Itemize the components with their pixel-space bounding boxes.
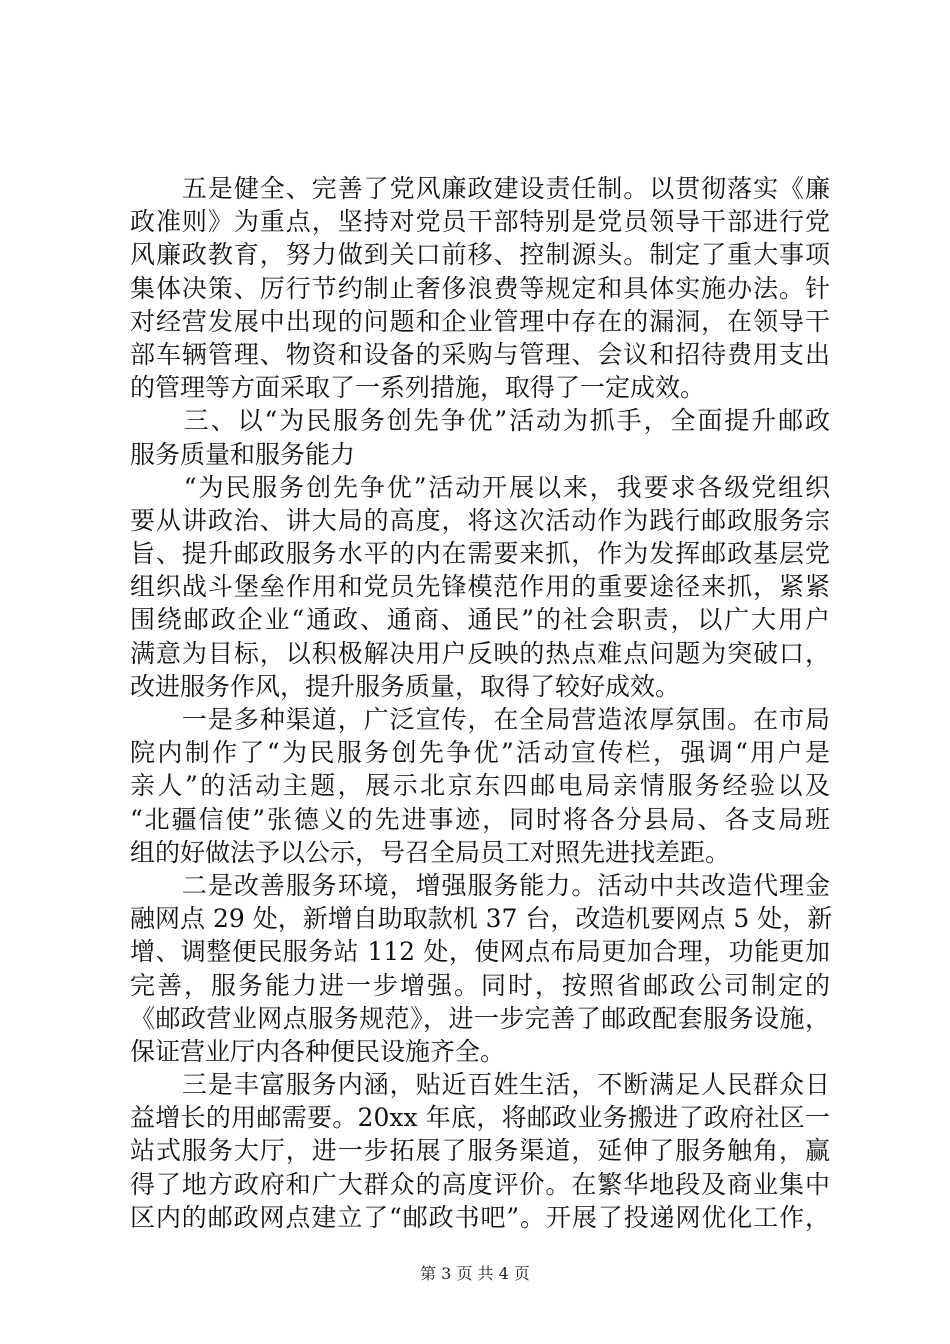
text-line: 的管理等方面采取了一系列措施，取得了一定成效。 bbox=[130, 373, 706, 403]
text-line: 围绕邮政企业“通政、通商、通民”的社会职责，以广大用户 bbox=[130, 605, 830, 635]
text-line: 亲人”的活动主题，展示北京东四邮电局亲情服务经验以及 bbox=[130, 771, 830, 801]
text-line: 得了地方政府和广大群众的高度评价。在繁华地段及商业集中 bbox=[130, 1169, 830, 1199]
text-line: 改进服务作风，提升服务质量，取得了较好成效。 bbox=[130, 671, 681, 701]
section-heading-line: 三、以“为民服务创先争优”活动为抓手，全面提升邮政 bbox=[130, 406, 830, 436]
text-line: 融网点 29 处，新增自助取款机 37 台，改造机要网点 5 处，新 bbox=[130, 904, 833, 934]
text-line: “为民服务创先争优”活动开展以来，我要求各级党组织 bbox=[130, 472, 830, 502]
text-line: 组织战斗堡垒作用和党员先锋模范作用的重要途径来抓，紧紧 bbox=[130, 572, 830, 602]
text-line: 区内的邮政网点建立了“邮政书吧”。开展了投递网优化工作， bbox=[130, 1202, 830, 1232]
text-line: 院内制作了“为民服务创先争优”活动宣传栏，强调“用户是 bbox=[130, 738, 830, 768]
text-line: 保证营业厅内各种便民设施齐全。 bbox=[130, 1036, 506, 1066]
text-line: 部车辆管理、物资和设备的采购与管理、会议和招待费用支出 bbox=[130, 339, 830, 369]
text-line: 三是丰富服务内涵，贴近百姓生活，不断满足人民群众日 bbox=[130, 1070, 830, 1100]
text-line: “北疆信使”张德义的先进事迹，同时将各分县局、各支局班 bbox=[130, 804, 830, 834]
text-line: 完善，服务能力进一步增强。同时，按照省邮政公司制定的 bbox=[130, 970, 830, 1000]
section-heading-line: 服务质量和服务能力 bbox=[130, 439, 356, 469]
text-line: 风廉政教育，努力做到关口前移、控制源头。制定了重大事项 bbox=[130, 240, 830, 270]
text-line: 要从讲政治、讲大局的高度，将这次活动作为践行邮政服务宗 bbox=[130, 505, 830, 535]
text-line: 站式服务大厅，进一步拓展了服务渠道，延伸了服务触角，赢 bbox=[130, 1136, 830, 1166]
text-line: 旨、提升邮政服务水平的内在需要来抓，作为发挥邮政基层党 bbox=[130, 539, 830, 569]
text-line: 增、调整便民服务站 112 处，使网点布局更加合理，功能更加 bbox=[130, 937, 830, 967]
text-line: 满意为目标，以积极解决用户反映的热点难点问题为突破口， bbox=[130, 638, 830, 668]
text-line: 益增长的用邮需要。20xx 年底，将邮政业务搬进了政府社区一 bbox=[130, 1103, 830, 1133]
page-footer: 第 3 页 共 4 页 bbox=[420, 1264, 530, 1283]
text-line: 《邮政营业网点服务规范》，进一步完善了邮政配套服务设施， bbox=[130, 1003, 830, 1033]
text-line: 二是改善服务环境，增强服务能力。活动中共改造代理金 bbox=[130, 870, 830, 900]
text-line: 集体决策、厉行节约制止奢侈浪费等规定和具体实施办法。针 bbox=[130, 273, 830, 303]
text-line: 对经营发展中出现的问题和企业管理中存在的漏洞，在领导干 bbox=[130, 306, 830, 336]
text-line: 五是健全、完善了党风廉政建设责任制。以贯彻落实《廉 bbox=[130, 174, 830, 203]
text-line: 政准则》为重点，坚持对党员干部特别是党员领导干部进行党 bbox=[130, 207, 830, 237]
document-body bbox=[130, 172, 833, 1234]
text-line: 组的好做法予以公示，号召全局员工对照先进找差距。 bbox=[130, 837, 731, 867]
text-line: 一是多种渠道，广泛宣传，在全局营造浓厚氛围。在市局 bbox=[130, 705, 830, 734]
